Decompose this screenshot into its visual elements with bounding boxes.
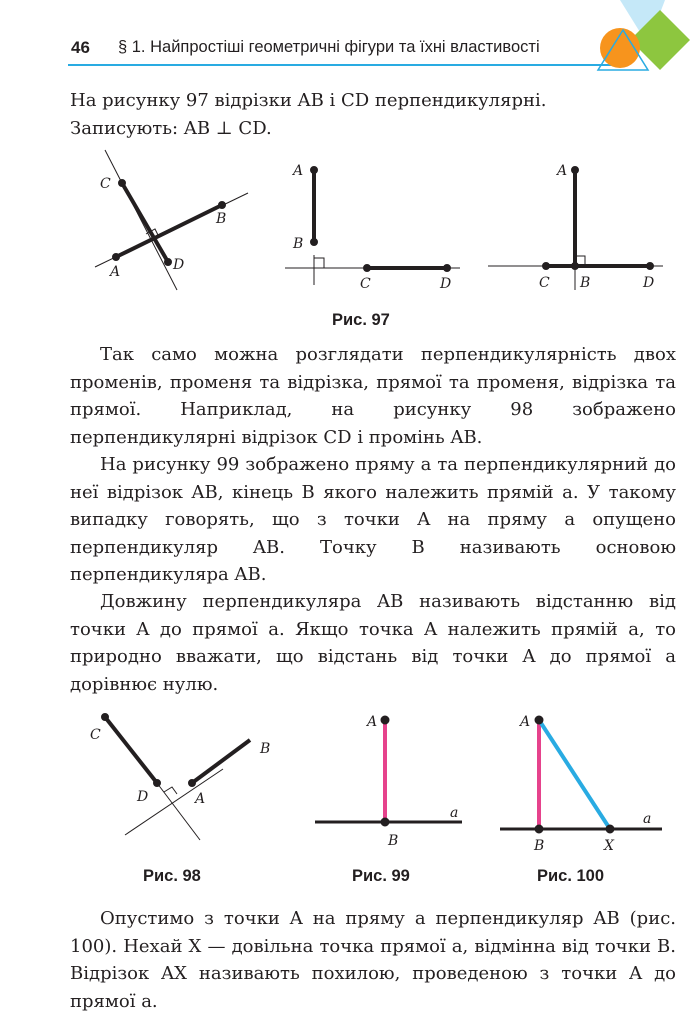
fig100-label-a: A — [520, 714, 531, 730]
paragraph-5: Опустимо з точки A на пряму a перпендикуляр AB (рис. 100). Нехай X — довільна точка прямої a, відмінна від точки B. Відрізок AX називають похилою, проведеною з точки A до прямої a. — [70, 908, 676, 1012]
fig97b-point-d — [444, 265, 451, 272]
fig97a-point-d — [165, 259, 172, 266]
fig100-label-b: B — [534, 838, 545, 854]
fig97-caption: Рис. 97 — [332, 311, 390, 329]
fig98-label-a: A — [195, 791, 206, 807]
fig98-segment-cd — [105, 717, 157, 783]
fig97b-right-angle — [314, 258, 324, 268]
header-rule — [68, 64, 628, 66]
fig97c-point-d — [647, 263, 654, 270]
fig97a-segment-ab — [116, 205, 222, 257]
para1-line1: На рисунку 97 відрізки AB і CD перпендикулярні. — [70, 90, 547, 111]
fig97b-point-a — [311, 167, 318, 174]
fig100-label-a-line: a — [643, 811, 652, 827]
fig97a-label-c: C — [100, 176, 111, 192]
figure-97 — [80, 145, 680, 300]
fig97b-label-b: B — [293, 236, 304, 252]
fig98-caption: Рис. 98 — [143, 867, 201, 885]
fig98-right-angle — [164, 787, 177, 794]
fig97a-point-c — [119, 180, 126, 187]
fig99-caption: Рис. 99 — [352, 867, 410, 885]
fig97a-point-b — [219, 202, 226, 209]
fig99-point-a — [381, 716, 389, 724]
fig100-point-x — [606, 825, 614, 833]
paragraph-4: Довжину перпендикуляра AB називають відстанню від точки A до прямої a. Якщо точка A належить прямій a, то природно вважати, що відстань від точки A до прямої a дорівнює нулю. — [70, 591, 676, 695]
fig99-label-a: A — [367, 714, 378, 730]
fig100-caption: Рис. 100 — [537, 867, 605, 885]
para1-line2: Записують: AB ⊥ CD. — [70, 117, 272, 139]
fig97c-point-c — [543, 263, 550, 270]
fig97c-label-b: B — [580, 275, 591, 291]
fig97b-label-a: A — [293, 163, 304, 179]
fig97b-label-c: C — [360, 276, 371, 292]
section-title: § 1. Найпростіші геометричні фігури та їхні властивості — [118, 38, 540, 56]
fig100-label-x: X — [604, 838, 614, 854]
fig97a-label-d: D — [173, 257, 185, 273]
fig97c-label-c: C — [539, 275, 550, 291]
fig98-line-2 — [157, 783, 200, 840]
fig98-point-d — [154, 780, 161, 787]
page-number: 46 — [71, 38, 90, 57]
fig98-label-b: B — [260, 741, 271, 757]
paragraph-3: На рисунку 99 зображено пряму a та перпендикулярний до неї відрізок AB, кінець B якого належить прямій a. У такому випадку говорять, що з точки A на пряму a опущено перпендикуляр AB. Точку B називають основою перпендикуляра AB. — [70, 454, 676, 585]
paragraph-1 — [70, 87, 676, 142]
fig98-point-a — [189, 780, 196, 787]
fig97c-label-a: A — [557, 163, 568, 179]
fig97a-label-b: B — [216, 211, 227, 227]
fig98-ray-ab — [192, 740, 250, 783]
fig98-point-c — [102, 714, 109, 721]
page-header — [0, 0, 695, 80]
fig97a-point-a — [113, 254, 120, 261]
fig97c-point-b — [572, 263, 579, 270]
fig99-label-a-line: a — [450, 805, 459, 821]
geometric-shapes-icon — [590, 0, 695, 80]
fig97c-point-a — [572, 167, 579, 174]
fig97b-point-c — [364, 265, 371, 272]
fig100-oblique-ax — [539, 720, 610, 829]
fig100-point-b — [535, 825, 543, 833]
fig100-point-a — [535, 716, 543, 724]
fig97c-label-d: D — [643, 275, 655, 291]
fig97b-point-b — [311, 239, 318, 246]
fig98-label-c: C — [90, 727, 101, 743]
fig97a-label-a: A — [110, 264, 121, 280]
fig99-label-b: B — [388, 833, 399, 849]
paragraph-2: Так само можна розглядати перпендикулярність двох променів, променя та відрізка, прямої та променя, відрізка та прямої. Наприклад, на рисунку 98 зображено перпендикулярні відрізок CD і промінь AB. — [70, 344, 676, 448]
fig99-point-b — [381, 818, 389, 826]
figures-98-100 — [80, 705, 680, 855]
fig98-label-d: D — [137, 789, 149, 805]
fig97b-label-d: D — [440, 276, 452, 292]
